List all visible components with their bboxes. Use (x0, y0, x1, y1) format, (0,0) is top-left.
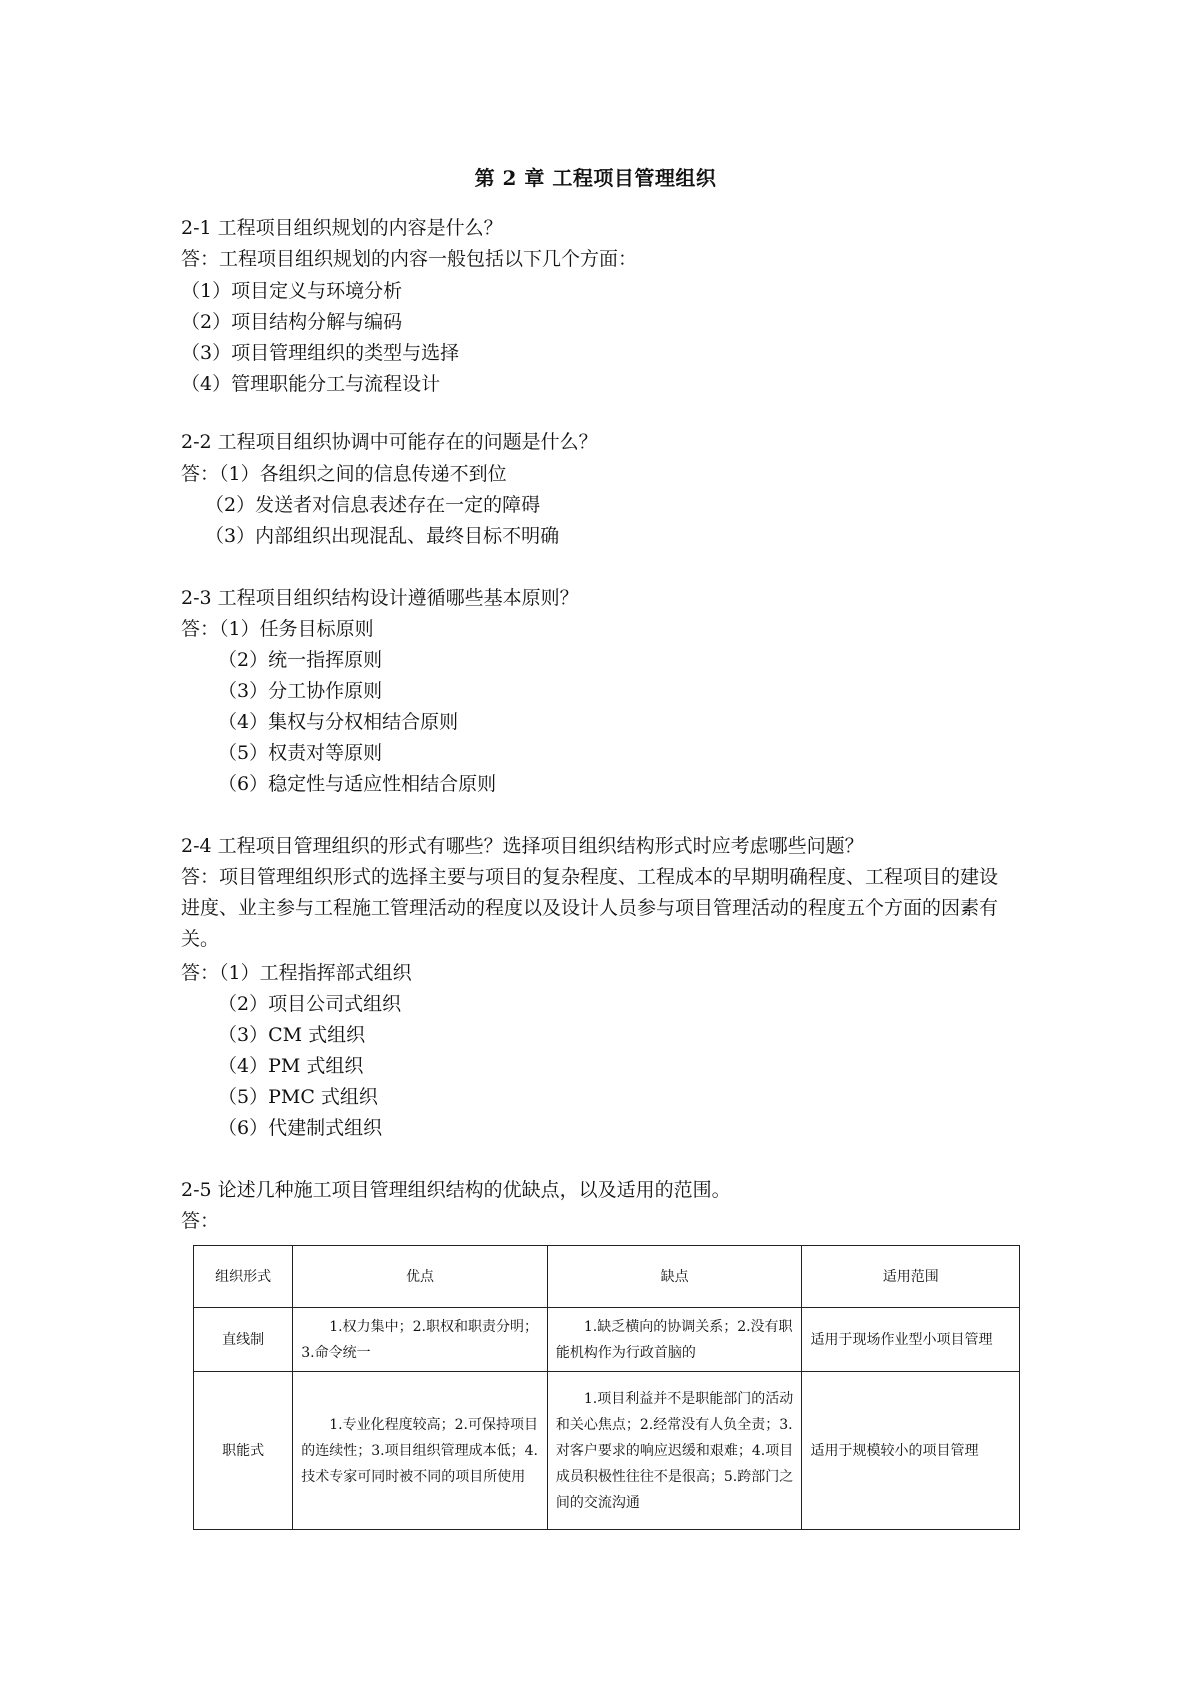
list-item: （4）PM 式组织 (218, 1055, 364, 1077)
list-item: （6）代建制式组织 (218, 1117, 383, 1139)
list-item: （6）稳定性与适应性相结合原则 (218, 773, 497, 795)
question-2-1: 2-1 工程项目组织规划的内容是什么？ (181, 217, 503, 239)
chapter-title: 第 2 章 工程项目管理组织 (474, 166, 717, 190)
answer-2-1: 答：工程项目组织规划的内容一般包括以下几个方面： (181, 248, 638, 270)
table-cell: 适用于现场作业型小项目管理 (802, 1308, 1020, 1372)
question-2-5: 2-5 论述几种施工项目管理组织结构的优缺点，以及适用的范围。 (181, 1179, 731, 1201)
header-cell: 缺点 (547, 1246, 802, 1308)
question-2-3: 2-3 工程项目组织结构设计遵循哪些基本原则？ (181, 587, 579, 609)
table-cell: 1.项目利益并不是职能部门的活动和关心焦点；2.经常没有人负全责；3.对客户要求的响应迟缓和艰难；4.项目成员积极性往往不是很高；5.跨部门之间的交流沟通 (547, 1372, 802, 1530)
list-item: （4）管理职能分工与流程设计 (181, 373, 441, 395)
table-row (194, 1372, 1020, 1530)
list-item: （3）分工协作原则 (218, 680, 383, 702)
list-item: （3）CM 式组织 (218, 1024, 366, 1046)
list-item: （4）集权与分权相结合原则 (218, 711, 459, 733)
table-cell: 职能式 (194, 1372, 293, 1530)
list-item: （1）项目定义与环境分析 (181, 280, 403, 302)
table-cell: 1.权力集中；2.职权和职责分明；3.命令统一 (293, 1308, 548, 1372)
question-2-4: 2-4 工程项目管理组织的形式有哪些？选择项目组织结构形式时应考虑哪些问题？ (181, 835, 864, 857)
header-cell: 适用范围 (802, 1246, 1020, 1308)
question-2-2: 2-2 工程项目组织协调中可能存在的问题是什么？ (181, 431, 598, 453)
list-item: （2）统一指挥原则 (218, 649, 383, 671)
list-item: （3）内部组织出现混乱、最终目标不明确 (205, 525, 560, 547)
list-item: （2）项目公司式组织 (218, 993, 402, 1015)
table-cell: 适用于规模较小的项目管理 (802, 1372, 1020, 1530)
table-header-row (194, 1246, 1020, 1308)
list-item: 答：（1）各组织之间的信息传递不到位 (181, 463, 507, 485)
answer-2-4-paragraph: 答：项目管理组织形式的选择主要与项目的复杂程度、工程成本的早期明确程度、工程项目的建设进度、业主参与工程施工管理活动的程度以及设计人员参与项目管理活动的程度五个方面的因素有关。 (181, 866, 999, 950)
list-item: 答：（1）任务目标原则 (181, 618, 374, 640)
table-row (194, 1308, 1020, 1372)
header-cell: 组织形式 (194, 1246, 293, 1308)
list-item: （2）项目结构分解与编码 (181, 311, 403, 333)
table-cell: 1.缺乏横向的协调关系；2.没有职能机构作为行政首脑的 (547, 1308, 802, 1372)
org-structure-table (193, 1245, 1020, 1530)
list-item: 答：（1）工程指挥部式组织 (181, 962, 412, 984)
list-item: （3）项目管理组织的类型与选择 (181, 342, 460, 364)
table-cell: 直线制 (194, 1308, 293, 1372)
list-item: （5）权责对等原则 (218, 742, 383, 764)
table-cell: 1.专业化程度较高；2.可保持项目的连续性；3.项目组织管理成本低；4.技术专家可同时被不同的项目所使用 (293, 1372, 548, 1530)
answer-2-5: 答： (181, 1210, 220, 1232)
list-item: （2）发送者对信息表述存在一定的障碍 (205, 494, 541, 516)
header-cell: 优点 (293, 1246, 548, 1308)
list-item: （5）PMC 式组织 (218, 1086, 378, 1108)
